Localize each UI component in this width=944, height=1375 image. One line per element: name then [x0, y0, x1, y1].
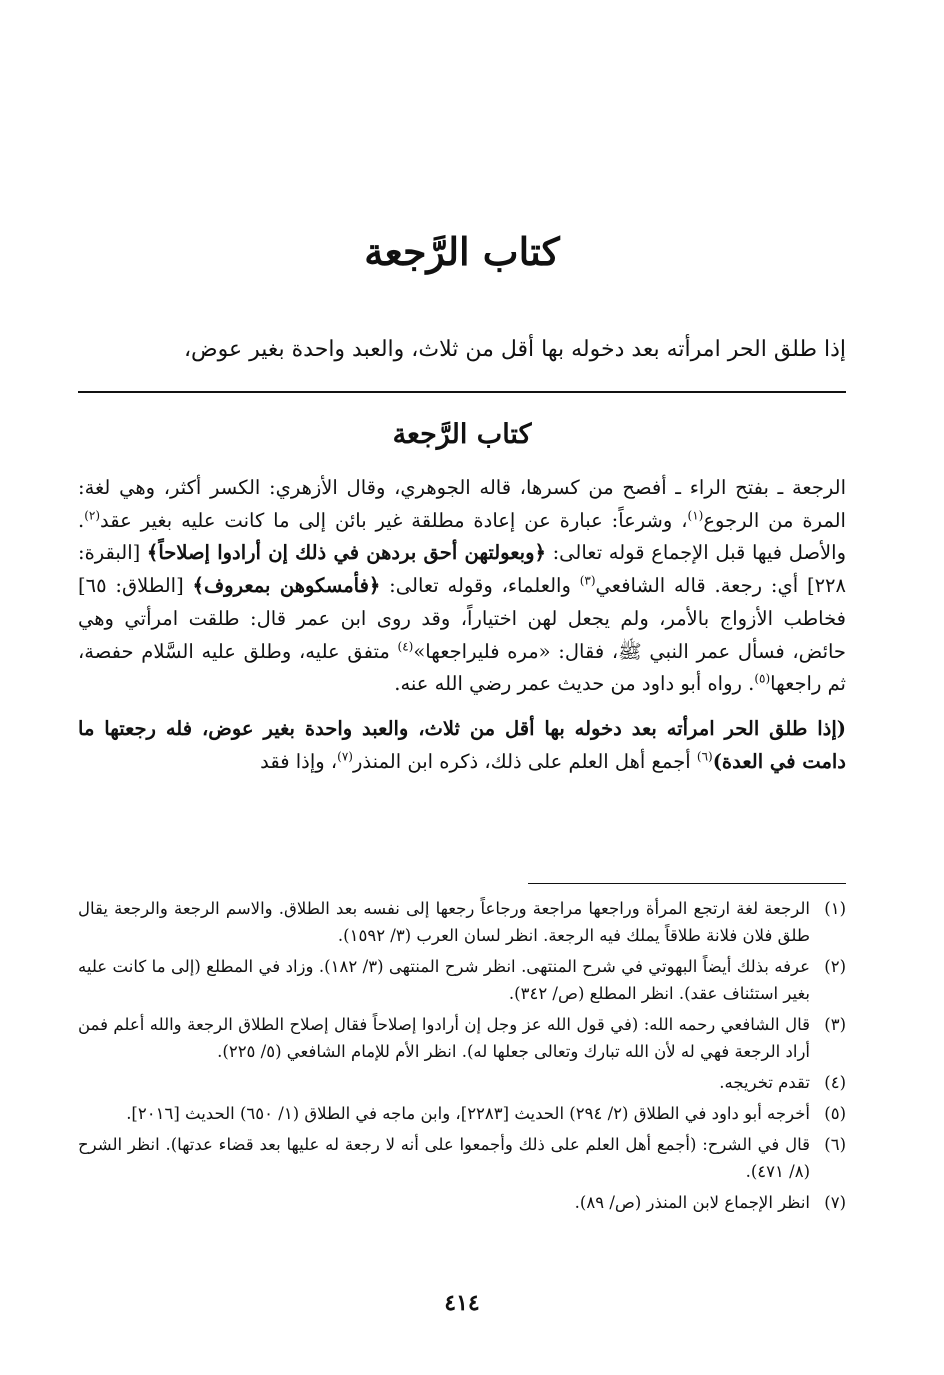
- text-run: [البقرة: ٢٢٨] أي: رجعة. قاله الشافعي: [78, 541, 846, 598]
- footnote-ref-4[interactable]: (٤): [397, 639, 414, 654]
- commentary-paragraph-1: [78, 472, 846, 701]
- commentary-title: كتاب الرَّجعة: [392, 419, 532, 450]
- page-number: ٤١٤: [444, 1290, 480, 1316]
- footnotes: [78, 895, 846, 1220]
- footnote-number: (٧): [824, 1193, 846, 1212]
- footnote-number: (٦): [824, 1135, 846, 1154]
- footnote: [78, 1189, 846, 1216]
- footnote-ref-7[interactable]: (٧): [337, 749, 353, 764]
- text-run: والعلماء، وقوله تعالى:: [380, 574, 580, 598]
- footnote-text: عرفه بذلك أيضاً البهوتي في شرح المنتهى. انظر شرح المنتهى (٣/ ١٨٢). وزاد في المطلع (إلى ما كانت عليه بغير استئناف عقد). انظر المطلع (ص/ ٣٤٢).: [78, 957, 811, 1003]
- commentary-paragraph-2: [78, 713, 846, 778]
- chapter-title: كتاب الرَّجعة: [364, 229, 560, 274]
- commentary-body: [78, 472, 846, 778]
- text-run: الرجعة ـ بفتح الراء ـ أفصح من كسرها، قاله الجوهري، وقال الأزهري: الكسر أكثر، وهي لغة: المرة من الرجوع: [78, 476, 846, 532]
- footnote: [78, 895, 846, 949]
- footnote: [78, 1100, 846, 1127]
- footnote-ref-2[interactable]: (٢): [84, 508, 101, 523]
- footnote-number: (٢): [824, 957, 846, 976]
- footnote-divider: [528, 883, 846, 884]
- text-run: ، وإذا فقد: [260, 749, 338, 773]
- footnote-text: أخرجه أبو داود في الطلاق (٢/ ٢٩٤) الحديث [٢٢٨٣]، وابن ماجه في الطلاق (١/ ٦٥٠) الحديث [٢٠١٦].: [126, 1104, 810, 1123]
- text-run: متفق عليه، وطلق عليه السَّلام حفصة، ثم راجعها: [78, 639, 846, 696]
- matn-divider: [78, 391, 846, 393]
- text-run: أجمع أهل العلم على ذلك، ذكره ابن المنذر: [352, 749, 697, 773]
- footnote-number: (١): [824, 899, 846, 918]
- footnote-number: (٤): [824, 1073, 846, 1092]
- footnote-text: انظر الإجماع لابن المنذر (ص/ ٨٩).: [574, 1193, 810, 1212]
- matn-quote: (إذا طلق الحر امرأته بعد دخوله بها أقل من ثلاث، والعبد واحدة بغير عوض، فله رجعتها ما دامت في العدة): [78, 716, 846, 773]
- quran-quote: ﴿فأمسكوهن بمعروف﴾: [192, 574, 381, 598]
- matn-text: إذا طلق الحر امرأته بعد دخوله بها أقل من ثلاث، والعبد واحدة بغير عوض،: [183, 337, 846, 362]
- text-run: ، وشرعاً: عبارة عن إعادة مطلقة غير بائن إلى ما كانت عليه بغير عقد: [100, 508, 688, 532]
- footnote-text: قال في الشرح: (أجمع أهل العلم على ذلك وأجمعوا على أنه لا رجعة له عليها بعد قضاء عدتها). انظر الشرح (٨/ ٤٧١).: [78, 1135, 810, 1181]
- footnote-ref-1[interactable]: (١): [687, 508, 704, 523]
- footnote-number: (٣): [824, 1015, 846, 1034]
- footnote: [78, 1131, 846, 1185]
- footnote-number: (٥): [824, 1104, 846, 1123]
- text-run: [الطلاق: ٦٥] فخاطب الأزواج بالأمر، ولم يجعل لهن اختياراً، وقد روى ابن عمر قال: طلقت امرأتي وهي حائض، فسأل عمر النبي ﷺ، فقال: «مره فليراجعها»: [78, 574, 846, 663]
- footnote-text: قال الشافعي رحمه الله: (في قول الله عز وجل إن أرادوا إصلاحاً فقال إصلاح الطلاق الرجعة والله أعلم فمن أراد الرجعة فهي له لأن الله تبارك وتعالى جعلها له). انظر الأم للإمام الشافعي (٥/ ٢٢٥).: [78, 1015, 810, 1061]
- footnote: [78, 1011, 846, 1065]
- footnote-text: الرجعة لغة ارتجع المرأة وراجعها مراجعة ورجاعاً رجعها إلى نفسه بعد الطلاق. والاسم الرجعة والرجعة يقال طلق فلان فلانة طلاقاً يملك فيه الرجعة. انظر لسان العرب (٣/ ١٥٩٢).: [78, 899, 810, 945]
- footnote: [78, 953, 846, 1007]
- book-page: [78, 0, 846, 1375]
- text-run: . رواه أبو داود من حديث عمر رضي الله عنه.: [394, 672, 755, 696]
- footnote-ref-5[interactable]: (٥): [754, 671, 771, 686]
- footnote-ref-6[interactable]: (٦): [696, 749, 713, 764]
- footnote: [78, 1069, 846, 1096]
- footnote-text: تقدم تخريجه.: [719, 1073, 810, 1092]
- footnote-ref-3[interactable]: (٣): [579, 573, 596, 588]
- text-run: . والأصل فيها قبل الإجماع قوله تعالى:: [78, 508, 847, 565]
- quran-quote: ﴿وبعولتهن أحق بردهن في ذلك إن أرادوا إصلاحاً﴾: [146, 541, 546, 565]
